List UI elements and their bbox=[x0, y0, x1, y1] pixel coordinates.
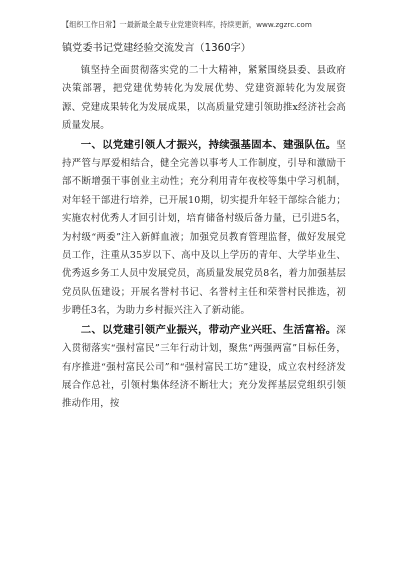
section-2-body: 深入贯彻落实“强村富民”三年行动计划，聚焦“两强两富”目标任务，有序推进“强村富民公司”和“强村富民工坊”建设，成立农村经济发展合作总社，引领村集体经济不断壮大；充分发挥基层党组织引领推动作用，按 bbox=[62, 324, 346, 410]
section-1-body: 坚持严管与厚爱相结合，健全完善以事考人工作制度，引导和激励干部不断增强干事创业主动性；充分利用青年夜校等集中学习机制，对年轻干部进行培养，已开展10期，切实提升年轻干部综合能力；实施农村优秀人才回引计划，培育储备村级后备力量，已引进5名，为村级“两委”注入新鲜血液；加强党员教育管理监督，做好发展党员工作，注重从35岁以下、高中及以上学历的青年、大学毕业生、优秀返乡务工人员中发展党员，高质量发展党员8名，着力加强基层党员队伍建设；开展名誉村书记、名誉村主任和荣誉村民推选，初步聘任3名，为助力乡村振兴注入了新动能。 bbox=[62, 139, 346, 317]
section-1-heading: 一、以党建引领人才振兴，持续强基固本、建强队伍。 bbox=[80, 138, 337, 151]
header-note: 【组织工作日常】一最新最全最专业党建资料库，持续更新，www.zgzrc.com bbox=[62, 20, 312, 29]
section-1-paragraph bbox=[62, 136, 346, 321]
section-2-heading: 二、以党建引领产业振兴，带动产业兴旺、生活富裕。 bbox=[80, 323, 337, 336]
document-title: 镇党委书记党建经验交流发言（1360字） bbox=[62, 43, 251, 54]
intro-paragraph: 镇坚持全面贯彻落实党的二十大精神，紧紧围绕县委、县政府决策部署，把党建优势转化为发展优势、党建资源转化为发展资源、党建成果转化为发展成果，以高质量党建引领助推x经济社会高质量发展。 bbox=[62, 65, 346, 132]
section-2-paragraph bbox=[62, 321, 346, 414]
